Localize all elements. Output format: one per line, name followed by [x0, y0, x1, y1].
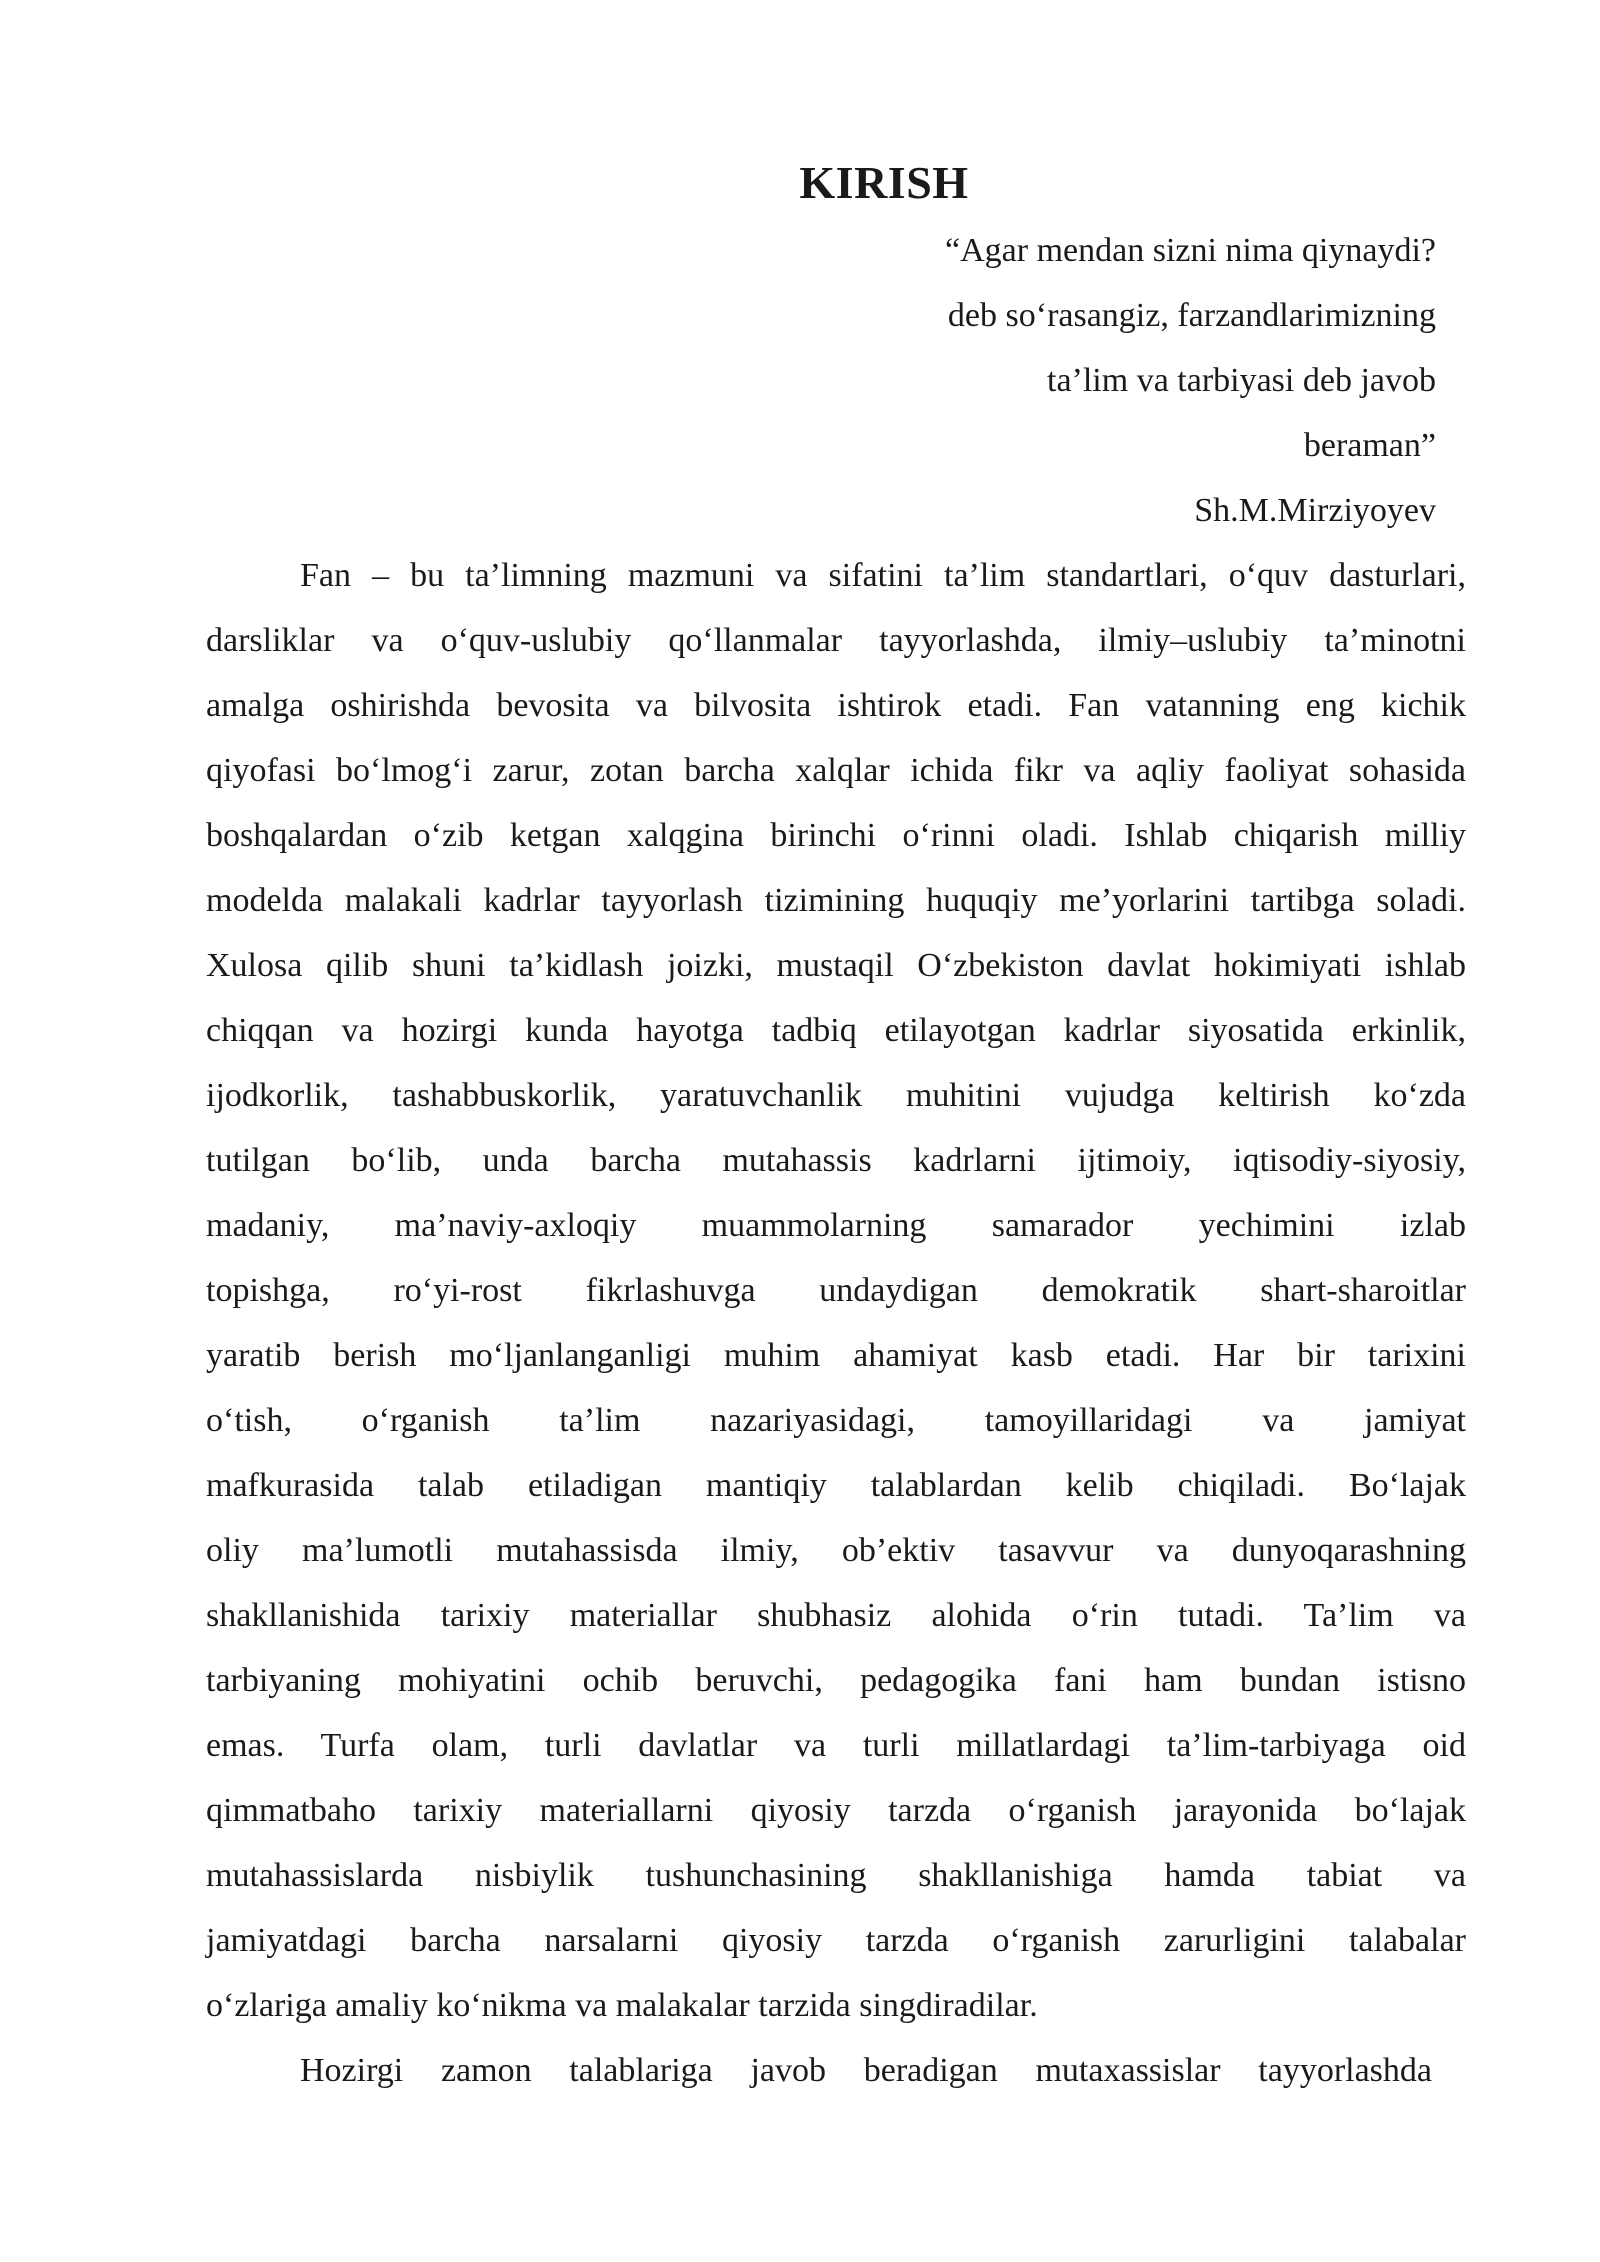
text-line: o‘zlariga amaliy ko‘nikma va malakalar tarzida singdiradilar. [206, 1987, 1038, 2024]
text-line: qiyofasi bo‘lmog‘i zarur, zotan barcha xalqlar ichida fikr va aqliy faoliyat sohasida [206, 752, 1466, 789]
text-line: Hozirgi zamon talablariga javob beradigan mutaxassislar tayyorlashda [300, 2052, 1432, 2089]
text-line: emas. Turfa olam, turli davlatlar va turli millatlardagi ta’lim-tarbiyaga oid [206, 1727, 1466, 1764]
text-line: darsliklar va o‘quv-uslubiy qo‘llanmalar tayyorlashda, ilmiy–uslubiy ta’minotni [206, 622, 1466, 659]
document-page [206, 148, 1466, 2103]
text-line: jamiyatdagi barcha narsalarni qiyosiy tarzda o‘rganish zarurligini talabalar [206, 1922, 1466, 1959]
epigraph [206, 218, 1466, 543]
text-line: mafkurasida talab etiladigan mantiqiy talablardan kelib chiqiladi. Bo‘lajak [206, 1467, 1466, 1504]
text-line: amalga oshirishda bevosita va bilvosita ishtirok etadi. Fan vatanning eng kichik [206, 687, 1466, 724]
epigraph-line: deb so‘rasangiz, farzandlarimizning [947, 297, 1436, 334]
text-line: mutahassislarda nisbiylik tushunchasining shakllanishiga hamda tabiat va [206, 1857, 1466, 1894]
text-line: yaratib berish mo‘ljanlanganligi muhim ahamiyat kasb etadi. Har bir tarixini [206, 1337, 1466, 1374]
body-paragraph [206, 2038, 1466, 2103]
text-line: topishga, ro‘yi-rost fikrlashuvga undaydigan demokratik shart-sharoitlar [206, 1272, 1466, 1309]
epigraph-line: beraman” [1303, 427, 1436, 464]
epigraph-line: ta’lim va tarbiyasi deb javob [1047, 362, 1436, 399]
text-line: ijodkorlik, tashabbuskorlik, yaratuvchanlik muhitini vujudga keltirish ko‘zda [206, 1077, 1466, 1114]
text-line: qimmatbaho tarixiy materiallarni qiyosiy tarzda o‘rganish jarayonida bo‘lajak [206, 1792, 1466, 1829]
text-line: Fan – bu ta’limning mazmuni va sifatini ta’lim standartlari, o‘quv dasturlari, [300, 557, 1466, 594]
page-title: KIRISH [799, 157, 969, 208]
text-line: tarbiyaning mohiyatini ochib beruvchi, pedagogika fani ham bundan istisno [206, 1662, 1466, 1699]
epigraph-author: Sh.M.Mirziyoyev [1194, 492, 1436, 529]
text-line: Xulosa qilib shuni ta’kidlash joizki, mustaqil O‘zbekiston davlat hokimiyati ishlab [206, 947, 1466, 984]
text-line: o‘tish, o‘rganish ta’lim nazariyasidagi, tamoyillaridagi va jamiyat [206, 1402, 1466, 1439]
epigraph-line: “Agar mendan sizni nima qiynaydi? [945, 232, 1436, 269]
text-line: madaniy, ma’naviy-axloqiy muammolarning samarador yechimini izlab [206, 1207, 1466, 1244]
text-line: tutilgan bo‘lib, unda barcha mutahassis kadrlarni ijtimoiy, iqtisodiy-siyosiy, [206, 1142, 1466, 1179]
text-line: shakllanishida tarixiy materiallar shubhasiz alohida o‘rin tutadi. Ta’lim va [206, 1597, 1466, 1634]
text-line: chiqqan va hozirgi kunda hayotga tadbiq etilayotgan kadrlar siyosatida erkinlik, [206, 1012, 1466, 1049]
body-paragraph [206, 543, 1466, 2038]
text-line: oliy ma’lumotli mutahassisda ilmiy, ob’ektiv tasavvur va dunyoqarashning [206, 1532, 1466, 1569]
text-line: boshqalardan o‘zib ketgan xalqgina birinchi o‘rinni oladi. Ishlab chiqarish milliy [206, 817, 1466, 854]
text-line: modelda malakali kadrlar tayyorlash tizimining huquqiy me’yorlarini tartibga soladi. [206, 882, 1466, 919]
